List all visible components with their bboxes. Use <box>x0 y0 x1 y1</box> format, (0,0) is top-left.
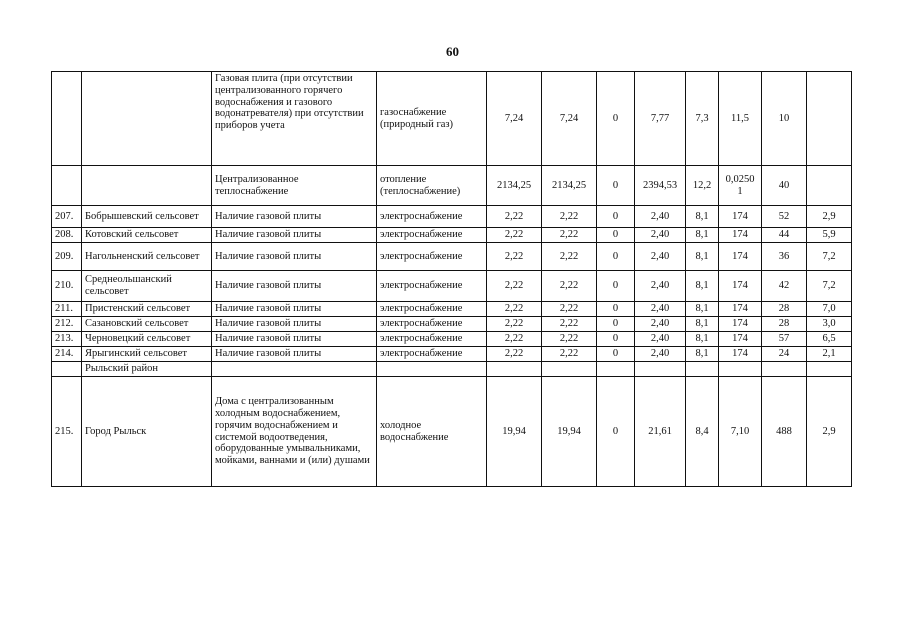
value-7: 40 <box>762 166 807 206</box>
value-6: 11,5 <box>719 72 762 166</box>
value-3: 0 <box>597 166 635 206</box>
value-4: 2,40 <box>635 243 686 271</box>
value-4: 2,40 <box>635 317 686 332</box>
value-1: 7,24 <box>487 72 542 166</box>
row-number: 214. <box>52 347 82 362</box>
value-6: 7,10 <box>719 377 762 487</box>
service-type: электроснабжение <box>377 332 487 347</box>
row-number: 207. <box>52 206 82 228</box>
value-5: 12,2 <box>686 166 719 206</box>
value-3: 0 <box>597 228 635 243</box>
value-6: 174 <box>719 271 762 302</box>
description: Наличие газовой плиты <box>212 271 377 302</box>
value-6 <box>719 362 762 377</box>
value-2: 2134,25 <box>542 166 597 206</box>
table-row <box>52 243 852 271</box>
value-1: 2,22 <box>487 206 542 228</box>
value-3: 0 <box>597 377 635 487</box>
value-1: 2,22 <box>487 271 542 302</box>
value-6: 174 <box>719 206 762 228</box>
municipality-name <box>82 72 212 166</box>
row-number: 215. <box>52 377 82 487</box>
value-5: 8,1 <box>686 332 719 347</box>
value-2: 2,22 <box>542 332 597 347</box>
value-7 <box>762 362 807 377</box>
municipality-name: Пристенский сельсовет <box>82 302 212 317</box>
value-2: 2,22 <box>542 302 597 317</box>
value-5 <box>686 362 719 377</box>
value-4 <box>635 362 686 377</box>
value-1 <box>487 362 542 377</box>
value-2: 2,22 <box>542 206 597 228</box>
value-4: 2,40 <box>635 271 686 302</box>
service-type: холодное водоснабжение <box>377 377 487 487</box>
value-3: 0 <box>597 206 635 228</box>
value-1: 2,22 <box>487 228 542 243</box>
service-type: электроснабжение <box>377 317 487 332</box>
value-2: 2,22 <box>542 271 597 302</box>
value-7: 42 <box>762 271 807 302</box>
municipality-name: Среднеольшанский сельсовет <box>82 271 212 302</box>
value-2 <box>542 362 597 377</box>
value-7: 28 <box>762 317 807 332</box>
service-type: электроснабжение <box>377 228 487 243</box>
municipality-name: Нагольненский сельсовет <box>82 243 212 271</box>
value-1: 2,22 <box>487 302 542 317</box>
value-1: 2,22 <box>487 243 542 271</box>
service-type: электроснабжение <box>377 347 487 362</box>
municipality-name: Черновецкий сельсовет <box>82 332 212 347</box>
description: Наличие газовой плиты <box>212 302 377 317</box>
value-3: 0 <box>597 317 635 332</box>
value-2: 19,94 <box>542 377 597 487</box>
value-5: 8,1 <box>686 243 719 271</box>
value-7: 10 <box>762 72 807 166</box>
value-2: 2,22 <box>542 243 597 271</box>
value-7: 24 <box>762 347 807 362</box>
service-type: отопление (теплоснабжение) <box>377 166 487 206</box>
value-8: 2,9 <box>807 377 852 487</box>
table-row <box>52 271 852 302</box>
value-5: 8,1 <box>686 347 719 362</box>
municipality-name: Бобрышевский сельсовет <box>82 206 212 228</box>
municipality-name: Котовский сельсовет <box>82 228 212 243</box>
value-4: 2,40 <box>635 332 686 347</box>
value-7: 36 <box>762 243 807 271</box>
value-7: 488 <box>762 377 807 487</box>
municipality-name: Рыльский район <box>82 362 212 377</box>
tariff-table <box>51 71 852 487</box>
description: Газовая плита (при отсутствии централизованного горячего водоснабжения и газового водонатревателя) при отсутствии приборов учета <box>212 72 377 166</box>
value-2: 2,22 <box>542 317 597 332</box>
value-4: 2,40 <box>635 302 686 317</box>
value-8 <box>807 166 852 206</box>
value-1: 2,22 <box>487 317 542 332</box>
value-4: 2,40 <box>635 347 686 362</box>
value-4: 7,77 <box>635 72 686 166</box>
value-3: 0 <box>597 302 635 317</box>
table-row <box>52 362 852 377</box>
value-8: 7,2 <box>807 271 852 302</box>
description: Наличие газовой плиты <box>212 317 377 332</box>
municipality-name: Сазановский сельсовет <box>82 317 212 332</box>
table-row <box>52 377 852 487</box>
value-7: 44 <box>762 228 807 243</box>
service-type: электроснабжение <box>377 243 487 271</box>
row-number <box>52 72 82 166</box>
row-number: 212. <box>52 317 82 332</box>
municipality-name <box>82 166 212 206</box>
description <box>212 362 377 377</box>
value-3: 0 <box>597 271 635 302</box>
row-number <box>52 166 82 206</box>
value-8: 7,2 <box>807 243 852 271</box>
row-number: 210. <box>52 271 82 302</box>
service-type: газоснабжение (природный газ) <box>377 72 487 166</box>
municipality-name: Город Рыльск <box>82 377 212 487</box>
value-5: 8,1 <box>686 302 719 317</box>
value-8: 2,9 <box>807 206 852 228</box>
value-1: 19,94 <box>487 377 542 487</box>
service-type: электроснабжение <box>377 206 487 228</box>
value-7: 57 <box>762 332 807 347</box>
row-number: 213. <box>52 332 82 347</box>
value-3: 0 <box>597 347 635 362</box>
value-3 <box>597 362 635 377</box>
description: Наличие газовой плиты <box>212 332 377 347</box>
value-8: 7,0 <box>807 302 852 317</box>
service-type: электроснабжение <box>377 302 487 317</box>
value-6: 174 <box>719 228 762 243</box>
value-5: 8,4 <box>686 377 719 487</box>
table-row <box>52 317 852 332</box>
value-1: 2,22 <box>487 332 542 347</box>
table-row <box>52 332 852 347</box>
service-type: электроснабжение <box>377 271 487 302</box>
value-2: 7,24 <box>542 72 597 166</box>
value-3: 0 <box>597 72 635 166</box>
table-body <box>52 72 852 487</box>
value-5: 7,3 <box>686 72 719 166</box>
value-8 <box>807 362 852 377</box>
value-8: 5,9 <box>807 228 852 243</box>
table-row <box>52 166 852 206</box>
value-5: 8,1 <box>686 317 719 332</box>
value-5: 8,1 <box>686 271 719 302</box>
value-4: 21,61 <box>635 377 686 487</box>
row-number: 208. <box>52 228 82 243</box>
value-2: 2,22 <box>542 228 597 243</box>
table-row <box>52 347 852 362</box>
value-3: 0 <box>597 243 635 271</box>
value-8: 3,0 <box>807 317 852 332</box>
value-5: 8,1 <box>686 206 719 228</box>
description: Централизованное теплоснабжение <box>212 166 377 206</box>
table-row <box>52 72 852 166</box>
value-4: 2,40 <box>635 228 686 243</box>
value-4: 2394,53 <box>635 166 686 206</box>
value-5: 8,1 <box>686 228 719 243</box>
value-6: 174 <box>719 317 762 332</box>
table-row <box>52 228 852 243</box>
table-row <box>52 206 852 228</box>
value-1: 2,22 <box>487 347 542 362</box>
value-3: 0 <box>597 332 635 347</box>
value-7: 52 <box>762 206 807 228</box>
value-2: 2,22 <box>542 347 597 362</box>
row-number: 211. <box>52 302 82 317</box>
value-8: 2,1 <box>807 347 852 362</box>
row-number <box>52 362 82 377</box>
value-4: 2,40 <box>635 206 686 228</box>
value-6: 0,0250 1 <box>719 166 762 206</box>
value-8: 6,5 <box>807 332 852 347</box>
table-row <box>52 302 852 317</box>
value-6: 174 <box>719 347 762 362</box>
page-number: 60 <box>446 44 459 59</box>
municipality-name: Ярыгинский сельсовет <box>82 347 212 362</box>
value-6: 174 <box>719 332 762 347</box>
description: Дома с централизованным холодным водоснабжением, горячим водоснабжением и системой водоотведения, оборудованные умывальниками, мойками, ваннами и (или) душами <box>212 377 377 487</box>
description: Наличие газовой плиты <box>212 347 377 362</box>
description: Наличие газовой плиты <box>212 228 377 243</box>
row-number: 209. <box>52 243 82 271</box>
value-1: 2134,25 <box>487 166 542 206</box>
value-6: 174 <box>719 302 762 317</box>
service-type <box>377 362 487 377</box>
value-6: 174 <box>719 243 762 271</box>
description: Наличие газовой плиты <box>212 206 377 228</box>
value-7: 28 <box>762 302 807 317</box>
value-8 <box>807 72 852 166</box>
description: Наличие газовой плиты <box>212 243 377 271</box>
